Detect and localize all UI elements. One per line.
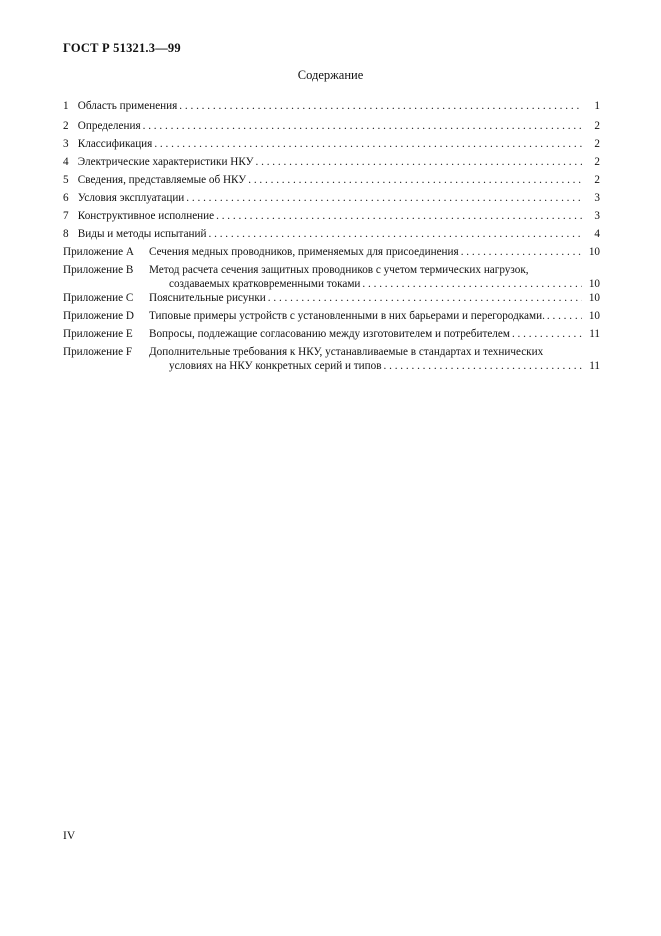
leader-dots: [154, 138, 582, 152]
toc-entry[interactable]: [63, 228, 600, 242]
section-number: 5: [63, 174, 69, 186]
toc-entry[interactable]: [63, 156, 600, 170]
appendix-label: Приложение А: [63, 246, 134, 258]
section-title: Сведения, представляемые об НКУ: [77, 174, 247, 186]
toc-title: Содержание: [297, 68, 364, 82]
toc-appendix-entry[interactable]: [63, 328, 600, 342]
appendix-label: Приложение С: [63, 292, 134, 304]
leader-dots: [248, 174, 582, 188]
toc-appendix-entry[interactable]: [63, 346, 600, 373]
section-title: Конструктивное исполнение: [77, 210, 215, 222]
section-title: Условия эксплуатации: [77, 192, 185, 204]
section-number: 2: [63, 120, 69, 132]
standard-code: ГОСТ Р 51321.3—99: [63, 41, 181, 55]
leader-dots: [179, 100, 582, 114]
section-number: 7: [63, 210, 69, 222]
leader-dots: [362, 278, 582, 292]
section-title: Определения: [77, 120, 141, 132]
section-title: Область применения: [77, 100, 178, 112]
page-ref: 3: [594, 210, 600, 222]
leader-dots: [216, 210, 582, 224]
page-ref: 2: [594, 156, 600, 168]
appendix-label: Приложение F: [63, 346, 133, 358]
appendix-title: Вопросы, подлежащие согласованию между изготовителем и потребителем: [149, 328, 510, 340]
toc-entry[interactable]: [63, 192, 600, 206]
page-ref: 11: [589, 328, 600, 340]
toc-appendix-entry[interactable]: [63, 292, 600, 306]
leader-dots: [547, 310, 582, 324]
page-ref: 10: [588, 246, 600, 258]
toc-appendix-entry[interactable]: [63, 310, 600, 324]
leader-dots: [143, 120, 582, 134]
leader-dots: [461, 246, 582, 260]
appendix-label: Приложение D: [63, 310, 134, 322]
appendix-label: Приложение В: [63, 264, 134, 276]
appendix-label: Приложение Е: [63, 328, 133, 340]
toc-appendix-entry[interactable]: [63, 246, 600, 260]
page-ref: 1: [594, 100, 600, 112]
section-title: Электрические характеристики НКУ: [77, 156, 254, 168]
page-ref: 2: [594, 174, 600, 186]
appendix-title-continued: создаваемых кратковременными токами: [169, 277, 361, 290]
leader-dots: [209, 228, 582, 242]
section-title: Классификация: [77, 138, 153, 150]
appendix-title: Метод расчета сечения защитных проводников с учетом термических нагрузок,: [149, 264, 529, 276]
toc-entry[interactable]: [63, 138, 600, 152]
toc-appendix-entry[interactable]: [63, 264, 600, 291]
page-ref: 10: [588, 277, 600, 290]
page-ref: 10: [588, 292, 600, 304]
leader-dots: [268, 292, 582, 306]
section-number: 1: [63, 100, 69, 112]
page-ref: 11: [589, 359, 600, 372]
page-ref: 4: [594, 228, 600, 240]
appendix-title: Сечения медных проводников, применяемых для присоединения: [149, 246, 459, 258]
leader-dots: [512, 328, 582, 342]
toc-entry[interactable]: [63, 174, 600, 188]
toc-entry[interactable]: [63, 210, 600, 224]
section-title: Виды и методы испытаний: [77, 228, 207, 240]
page-ref: 2: [594, 120, 600, 132]
page-number: IV: [63, 830, 76, 842]
section-number: 8: [63, 228, 69, 240]
toc-entry[interactable]: [63, 100, 600, 114]
appendix-title: Дополнительные требования к НКУ, устанавливаемые в стандартах и технических: [149, 346, 544, 358]
appendix-title: Типовые примеры устройств с установленными в них барьерами и перегородками.: [149, 310, 545, 322]
appendix-title-continued: условиях на НКУ конкретных серий и типов: [169, 359, 382, 372]
leader-dots: [384, 360, 582, 374]
leader-dots: [186, 192, 582, 206]
page-ref: 3: [594, 192, 600, 204]
toc-entry[interactable]: [63, 120, 600, 134]
leader-dots: [256, 156, 583, 170]
page-ref: 2: [594, 138, 600, 150]
section-number: 3: [63, 138, 69, 150]
appendix-title: Пояснительные рисунки: [149, 292, 266, 304]
section-number: 4: [63, 156, 69, 168]
page-ref: 10: [588, 310, 600, 322]
section-number: 6: [63, 192, 69, 204]
